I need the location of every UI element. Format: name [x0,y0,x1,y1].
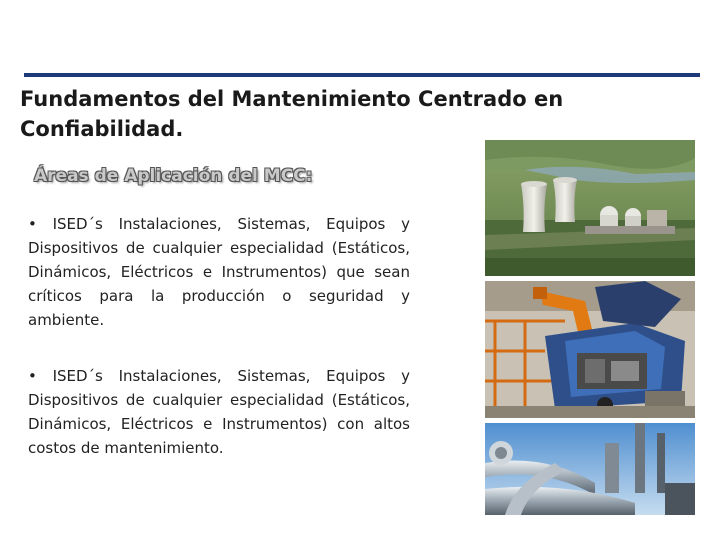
slide-title: Fundamentos del Mantenimiento Centrado en Confiabilidad. [20,87,564,141]
bullet-item-costs: • ISED´s Instalaciones, Sistemas, Equipos y Dispositivos de cualquier especialidad (Estáticos, Dinámicos, Eléctricos e Instrumentos) con altos costos de mantenimiento. [28,367,410,457]
bullet-item-critical: • ISED´s Instalaciones, Sistemas, Equipos y Dispositivos de cualquier especialidad (Estáticos, Dinámicos, Eléctricos e Instrumentos) que sean críticos para la producción o seguridad y ambiente. [28,215,410,329]
refinery-pipes-photo [485,423,695,515]
assembly-line-robot-photo [485,281,695,418]
title-rule [24,73,700,77]
power-plant-photo [485,140,695,276]
section-subtitle: Áreas de Aplicación del MCC: [34,166,313,186]
